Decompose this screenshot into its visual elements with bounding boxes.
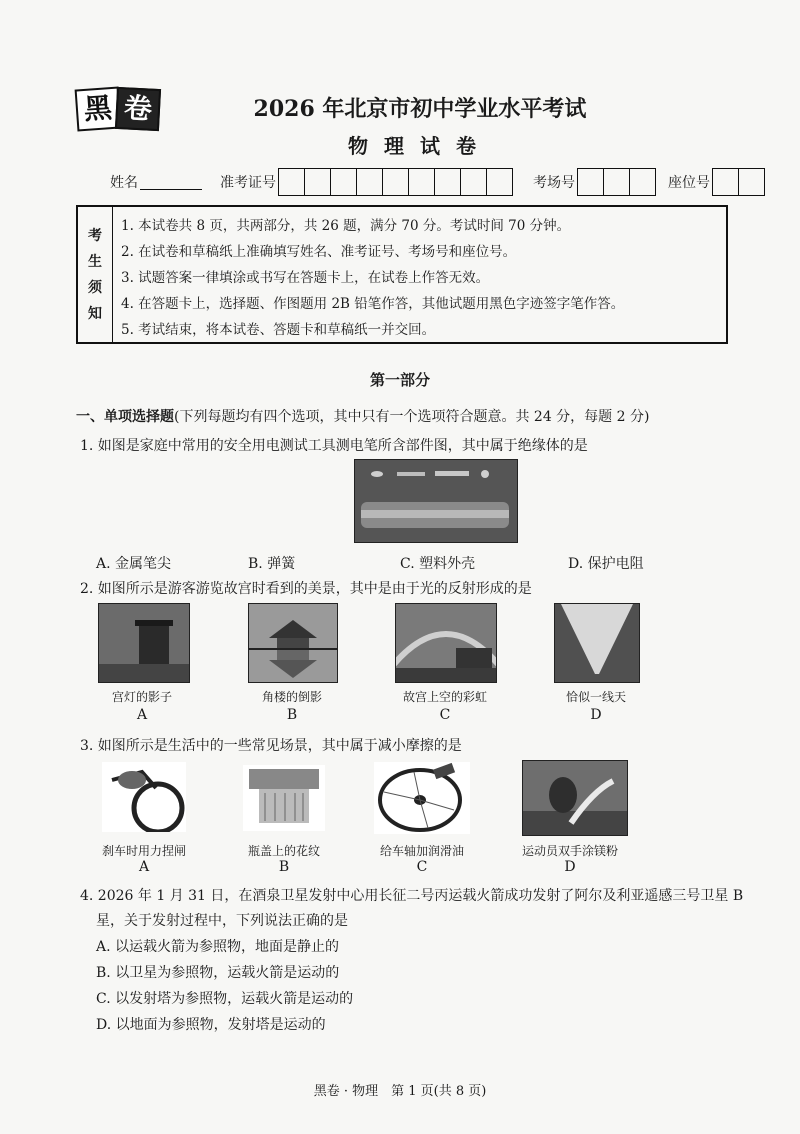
- exam-subtitle: 物理试卷: [348, 134, 492, 158]
- q2-caption-d: 恰似一线天: [565, 690, 626, 704]
- q3-letter-a: A: [138, 859, 150, 875]
- test-pen-parts-photo: [354, 459, 518, 543]
- q3-letter-b: B: [278, 859, 290, 875]
- seat-label: 座位号: [668, 175, 710, 191]
- q2-letter-d: D: [590, 707, 602, 723]
- q3-caption-a: 刹车时用力捏闸: [101, 844, 186, 858]
- name-label: 姓名: [110, 175, 138, 191]
- q4-option-a: A. 以运载火箭为参照物，地面是静止的: [96, 939, 340, 955]
- q2-letter-a: A: [136, 707, 148, 723]
- q1-option-a: A. 金属笔尖: [96, 556, 172, 572]
- question-4-stem-line2: 星，关于发射过程中，下列说法正确的是: [96, 913, 348, 929]
- exam-title: 2026 年北京市初中学业水平考试: [253, 96, 587, 122]
- notice-side-char: 生: [88, 253, 102, 270]
- q3-letter-d: D: [564, 859, 576, 875]
- question-3-stem: 3. 如图所示是生活中的一些常见场景，其中属于减小摩擦的是: [80, 738, 462, 754]
- notice-item: 4. 在答题卡上，选择题、作图题用 2B 铅笔作答，其他试题用黑色字迹签字笔作答。: [121, 296, 625, 312]
- exam-id-label: 准考证号: [220, 175, 276, 191]
- q4-option-d: D. 以地面为参照物，发射塔是运动的: [96, 1017, 326, 1033]
- stamp-char-2: 卷: [115, 87, 161, 131]
- q1-option-c: C. 塑料外壳: [400, 556, 476, 572]
- question-4-stem-line1: 4. 2026 年 1 月 31 日，在酒泉卫星发射中心用长征二号丙运载火箭成功发射了阿尔及利亚遥感三号卫星 B: [80, 888, 744, 904]
- exam-notice-box: [76, 205, 728, 344]
- name-field[interactable]: [140, 175, 202, 190]
- notice-item: 5. 考试结束，将本试卷、答题卡和草稿纸一并交回。: [121, 322, 436, 338]
- seat-boxes[interactable]: [712, 168, 765, 196]
- notice-side-char: 知: [88, 305, 102, 322]
- candidate-info-row: [110, 168, 777, 196]
- q3-letter-c: C: [416, 859, 428, 875]
- notice-item: 3. 试题答案一律填涂或书写在答题卡上，在试卷上作答无效。: [121, 270, 490, 286]
- narrow-sky-photo: [554, 603, 640, 683]
- room-boxes[interactable]: [577, 168, 656, 196]
- question-1-stem: 1. 如图是家庭中常用的安全用电测试工具测电笔所含部件图，其中属于绝缘体的是: [80, 438, 588, 454]
- q4-option-c: C. 以发射塔为参照物，运载火箭是运动的: [96, 991, 354, 1007]
- q1-option-d: D. 保护电阻: [568, 556, 644, 572]
- section-heading: [76, 406, 649, 426]
- part-one-heading: 第一部分: [369, 371, 430, 389]
- q2-caption-a: 宫灯的影子: [111, 690, 172, 704]
- question-2-stem: 2. 如图所示是游客游览故宫时看到的美景，其中是由于光的反射形成的是: [80, 581, 532, 597]
- bike-brake-photo: [102, 762, 186, 832]
- notice-items: [113, 207, 624, 342]
- notice-item: 2. 在试卷和草稿纸上准确填写姓名、准考证号、考场号和座位号。: [121, 244, 517, 260]
- notice-side-char: 考: [88, 227, 102, 244]
- notice-item: 1. 本试卷共 8 页，共两部分，共 26 题，满分 70 分。考试时间 70 分钟。: [121, 218, 571, 234]
- room-label: 考场号: [533, 175, 575, 191]
- wheel-axle-photo: [374, 762, 470, 834]
- palace-lantern-shadow-photo: [98, 603, 190, 683]
- athlete-chalk-photo: [522, 760, 628, 836]
- q2-letter-c: C: [439, 707, 451, 723]
- section-desc: (下列每题均有四个选项，其中只有一个选项符合题意。共 24 分，每题 2 分): [174, 409, 650, 425]
- notice-side-char: 须: [88, 279, 102, 296]
- exam-id-boxes[interactable]: [278, 168, 513, 196]
- rainbow-over-palace-photo: [395, 603, 497, 683]
- q1-option-b: B. 弹簧: [248, 556, 296, 572]
- q3-caption-d: 运动员双手涂镁粉: [521, 844, 618, 858]
- q3-caption-b: 瓶盖上的花纹: [247, 844, 320, 858]
- corner-tower-reflection-photo: [248, 603, 338, 683]
- bottle-cap-photo: [243, 765, 325, 831]
- notice-side-label: [78, 207, 113, 342]
- q2-caption-c: 故宫上空的彩虹: [402, 690, 487, 704]
- stamp-char-1: 黑: [75, 87, 122, 132]
- q3-caption-c: 给车轴加润滑油: [379, 844, 464, 858]
- q2-caption-b: 角楼的倒影: [261, 690, 322, 704]
- section-title: 一、单项选择题: [76, 409, 174, 425]
- q4-option-b: B. 以卫星为参照物，运载火箭是运动的: [96, 965, 340, 981]
- page-footer: 黑卷 · 物理 第 1 页(共 8 页): [313, 1084, 487, 1099]
- q2-letter-b: B: [286, 707, 298, 723]
